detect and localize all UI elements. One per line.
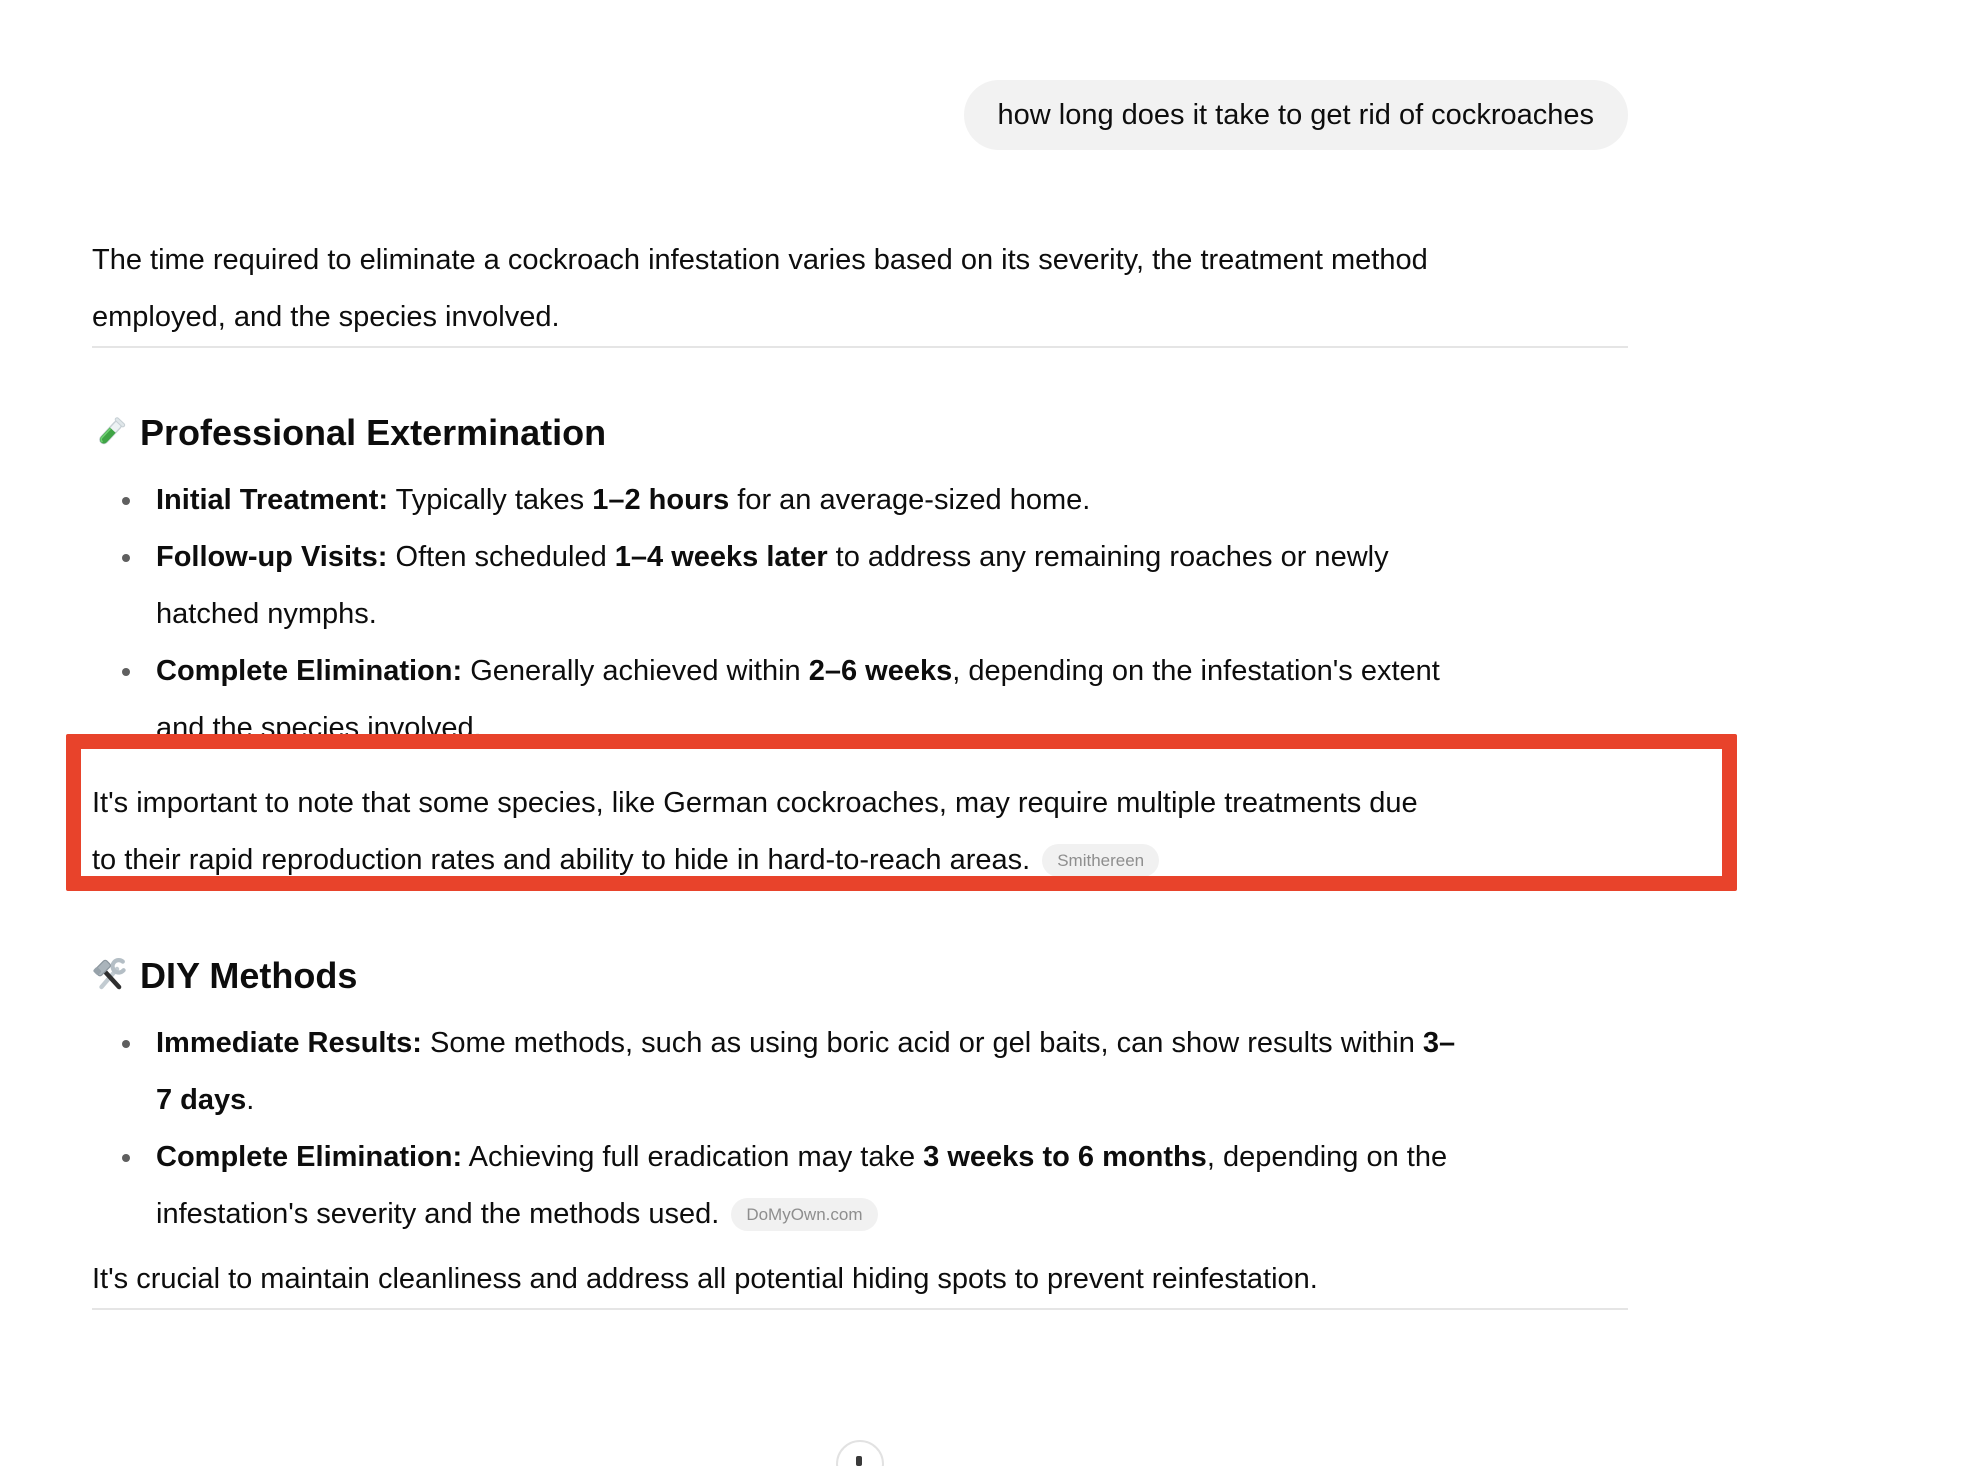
note-text [92,775,1628,889]
text-line [156,1015,1628,1072]
user-message-row [92,80,1628,150]
user-message-bubble [964,80,1628,150]
text-segment: Immediate Results: [156,1027,422,1059]
text-line [156,472,1628,529]
text-segment: 1–2 hours [592,484,730,516]
text-segment: Complete Elimination: [156,655,463,687]
text-line [92,232,1628,289]
text-segment: Complete Elimination: [156,1141,463,1173]
text-segment: The time required to eliminate a cockroach infestation varies based on its severity, the treatment method [92,244,1428,276]
text-line [156,1186,1628,1243]
text-line [92,1251,1628,1308]
bullet-immediate-results [92,1015,1628,1129]
section-divider [92,889,1628,891]
section-heading-professional-extermination [92,410,1628,456]
text-segment: Achieving full eradication may take [462,1141,924,1173]
text-segment: , depending on the [1206,1141,1448,1173]
text-segment: employed, and the species involved. [92,301,560,333]
text-segment: Typically takes [388,484,593,516]
hammer-wrench-icon [92,958,128,994]
text-line [156,1129,1628,1186]
text-line [92,832,1628,889]
citation-badge[interactable]: DoMyOwn.com [731,1198,877,1231]
text-line [156,529,1628,586]
bullet-follow-up-visits [92,529,1628,643]
text-segment: Some methods, such as using boric acid or gel baits, can show results within [421,1027,1423,1059]
text-line [92,775,1628,832]
text-segment: 3 weeks to 6 months [923,1141,1207,1173]
bottom-divider [92,1308,1628,1310]
section-title: DIY Methods [140,955,358,996]
highlighted-note-paragraph [92,775,1628,889]
text-segment: Follow-up Visits: [156,541,388,573]
text-segment: It's crucial to maintain cleanliness and address all potential hiding spots to prevent reinfestation. [92,1263,1318,1295]
intro-paragraph [92,232,1628,346]
text-line [156,1072,1628,1129]
text-segment: 1–4 weeks later [614,541,828,573]
text-line [156,586,1628,643]
text-segment: to their rapid reproduction rates and ability to hide in hard-to-reach areas. [92,844,1031,876]
text-segment: for an average-sized home. [729,484,1091,516]
text-line [92,289,1628,346]
test-tube-icon [92,415,128,451]
text-segment: to address any remaining roaches or newly [827,541,1389,573]
scroll-to-bottom-button[interactable] [836,1440,884,1466]
text-segment: , depending on the infestation's extent [952,655,1440,687]
diy-bullet-list [92,1015,1628,1243]
section-heading-diy-methods [92,953,1628,999]
section-divider [92,346,1628,348]
text-segment: . [246,1084,255,1116]
bullet-complete-elimination [92,643,1628,757]
section-title: Professional Extermination [140,412,607,453]
text-line [156,700,1628,757]
citation-badge[interactable]: Smithereen [1042,844,1159,877]
text-segment: 3– [1422,1027,1456,1059]
bullet-complete-elimination-diy [92,1129,1628,1243]
professional-bullet-list [92,472,1628,757]
text-segment: infestation's severity and the methods used. [156,1198,720,1230]
text-segment: and the species involved. [156,712,482,744]
text-segment: 7 days [156,1084,247,1116]
arrow-down-icon [856,1456,862,1466]
text-segment: hatched nymphs. [156,598,377,630]
text-segment: It's important to note that some species, like German cockroaches, may require multiple treatments due [92,787,1418,819]
text-segment: Often scheduled [387,541,615,573]
user-message-text: how long does it take to get rid of cockroaches [997,99,1594,131]
text-segment: Generally achieved within [462,655,809,687]
text-line [156,643,1628,700]
bullet-initial-treatment [92,472,1628,529]
text-segment: 2–6 weeks [808,655,953,687]
text-segment: Initial Treatment: [156,484,389,516]
outro-paragraph [92,1251,1628,1308]
chat-content-column [92,0,1628,1310]
